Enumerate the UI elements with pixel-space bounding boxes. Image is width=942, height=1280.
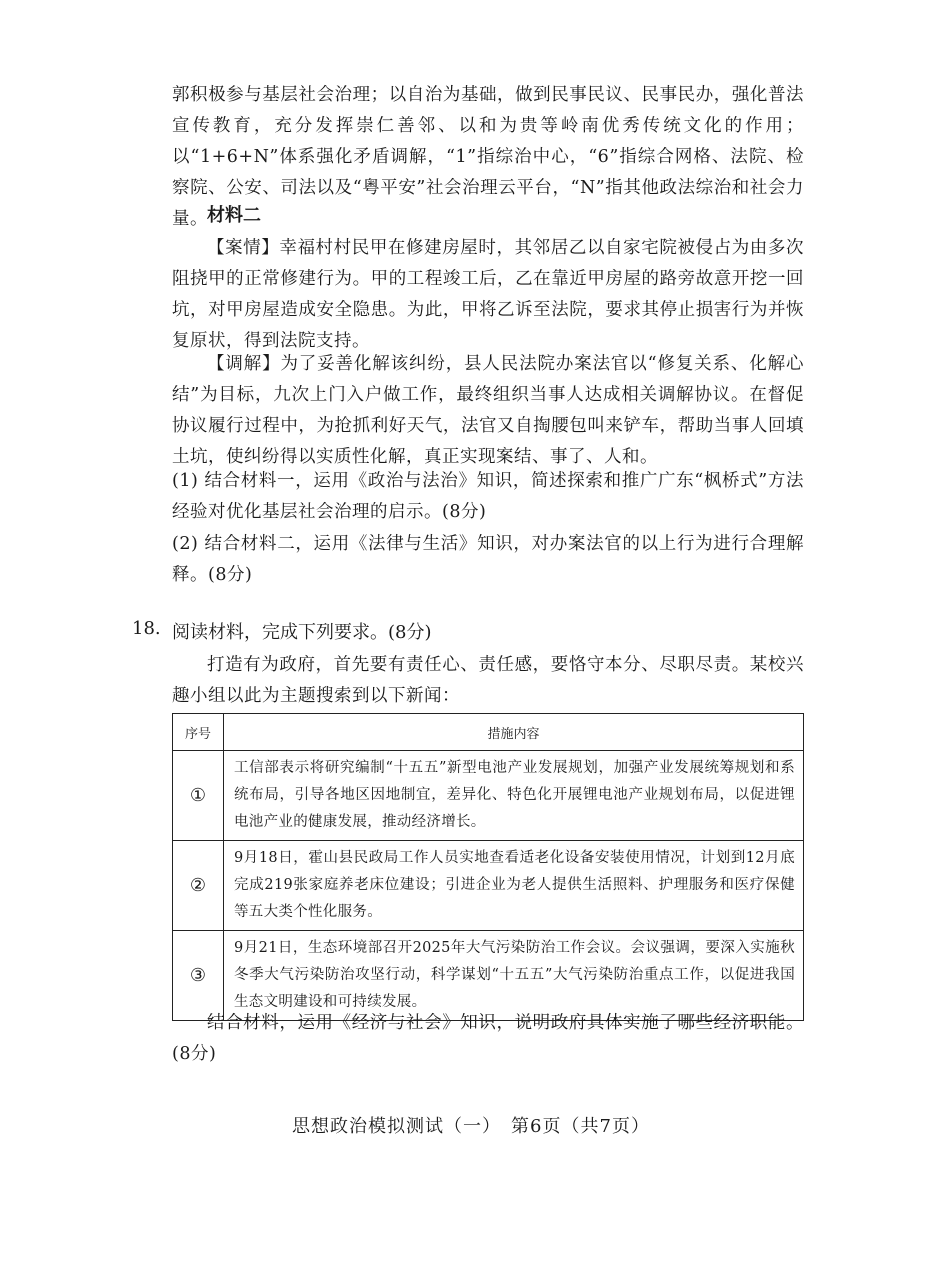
row-content: 工信部表示将研究编制“十五五”新型电池产业发展规划，加强产业发展统筹规划和系统布局，引导各地区因地制宜，差异化、特色化开展锂电池产业规划布局，以促进锂电池产业的健康发展，推动经济增长。 (224, 751, 804, 841)
row-number: ② (173, 841, 224, 931)
header-content: 措施内容 (224, 714, 804, 751)
table-row (173, 751, 804, 841)
question-2: (2) 结合材料二，运用《法律与生活》知识，对办案法官的以上行为进行合理解释。(8分) (172, 534, 804, 585)
row-number: ① (173, 751, 224, 841)
intro-paragraph: 郭积极参与基层社会治理；以自治为基础，做到民事民议、民事民办，强化普法宣传教育，充分发挥崇仁善邻、以和为贵等岭南优秀传统文化的作用；以“1+6+N”体系强化矛盾调解，“1”指综治中心，“6”指综合网格、法院、检察院、公安、司法以及“粤平安”社会治理云平台，“N”指其他政法综治和社会力量。 (172, 85, 804, 229)
question-1: (1) 结合材料一，运用《政治与法治》知识，简述探索和推广广东“枫桥式”方法经验对优化基层社会治理的启示。(8分) (172, 471, 804, 522)
table-row (173, 841, 804, 931)
question-18-number: 18. (132, 618, 161, 639)
row-number: ③ (173, 931, 224, 1021)
material2-title: 材料二 (207, 205, 261, 226)
table-header-row (173, 714, 804, 751)
table-row (173, 931, 804, 1021)
row-content: 9月18日，霍山县民政局工作人员实地查看适老化设备安装使用情况，计划到12月底完成219张家庭养老床位建设；引进企业为老人提供生活照料、护理服务和医疗保健等五大类个性化服务。 (224, 841, 804, 931)
page-footer: 思想政治模拟测试（一） 第6页（共7页） (292, 1116, 650, 1137)
question-18-intro: 打造有为政府，首先要有责任心、责任感，要恪守本分、尽职尽责。某校兴趣小组以此为主题搜索到以下新闻： (172, 655, 804, 706)
question-18-title: 阅读材料，完成下列要求。(8分) (172, 622, 432, 643)
news-table (172, 713, 804, 1021)
row-content: 9月21日，生态环境部召开2025年大气污染防治工作会议。会议强调，要深入实施秋冬季大气污染防治攻坚行动，科学谋划“十五五”大气污染防治重点工作，以促进我国生态文明建设和可持续发展。 (224, 931, 804, 1021)
mediation-paragraph: 【调解】为了妥善化解该纠纷，县人民法院办案法官以“修复关系、化解心结”为目标，九次上门入户做工作，最终组织当事人达成相关调解协议。在督促协议履行过程中，为抢抓利好天气，法官又自掏腰包叫来铲车，帮助当事人回填土坑，使纠纷得以实质性化解，真正实现案结、事了、人和。 (172, 354, 804, 467)
question-18-task: 结合材料，运用《经济与社会》知识，说明政府具体实施了哪些经济职能。(8分) (172, 1013, 804, 1064)
header-number: 序号 (173, 714, 224, 751)
case-paragraph: 【案情】幸福村村民甲在修建房屋时，其邻居乙以自家宅院被侵占为由多次阻挠甲的正常修建行为。甲的工程竣工后，乙在靠近甲房屋的路旁故意开挖一回坑，对甲房屋造成安全隐患。为此，甲将乙诉至法院，要求其停止损害行为并恢复原状，得到法院支持。 (172, 238, 804, 351)
